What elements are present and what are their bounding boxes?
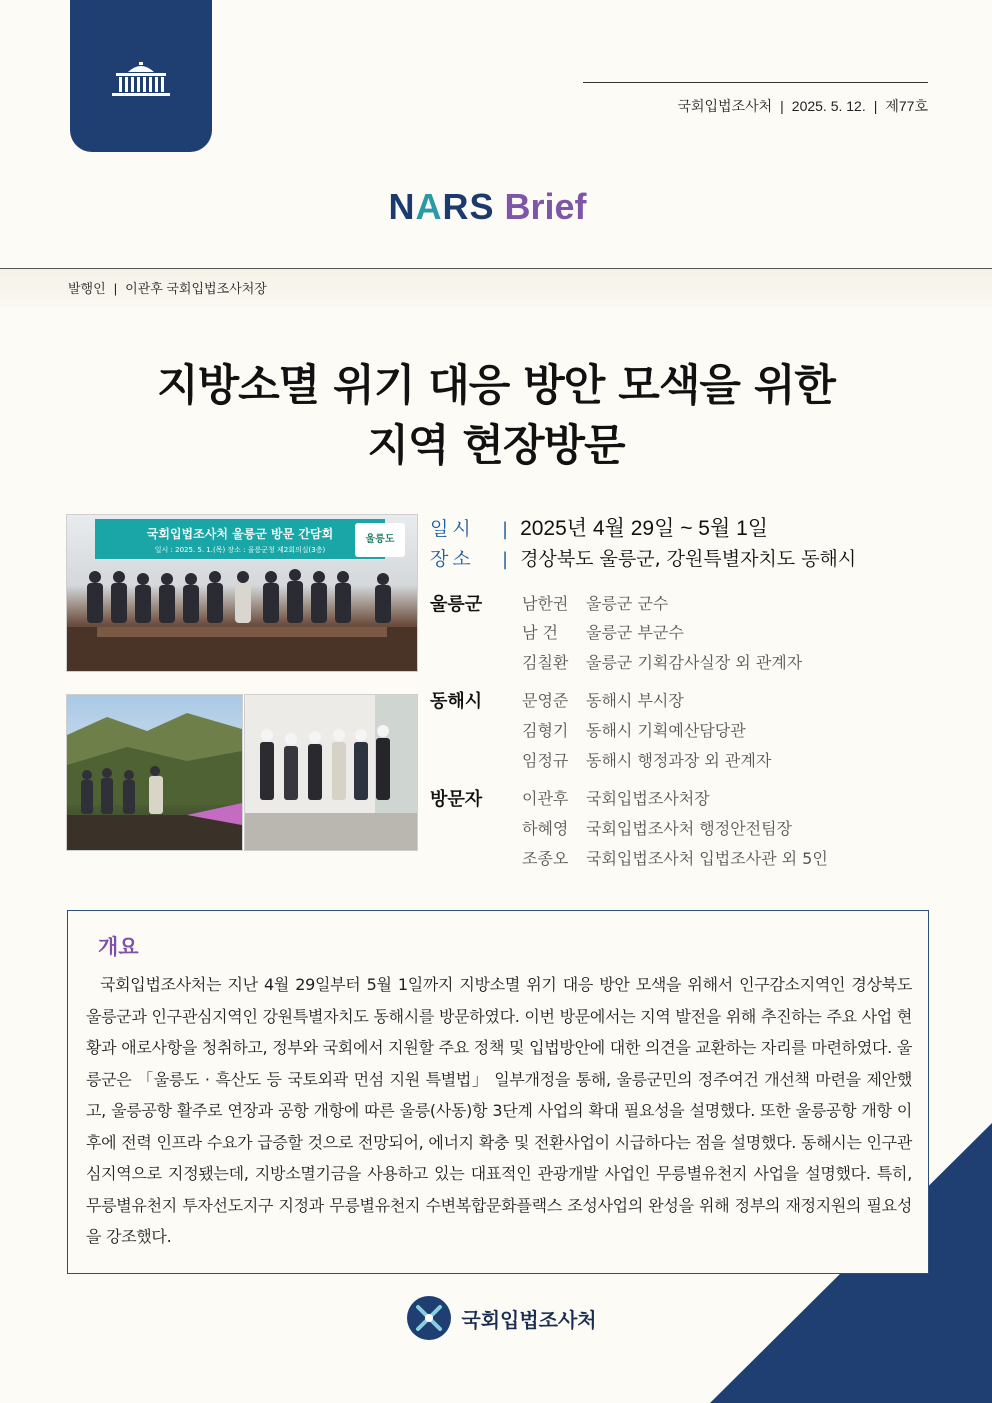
member-row: 김칠환 울릉군 기획감사실장 외 관계자 — [522, 653, 803, 672]
date-row — [430, 512, 950, 542]
header-org: 국회입법조사처 — [677, 98, 773, 114]
meeting-group-photo — [66, 514, 418, 672]
group-ulleung — [430, 590, 950, 680]
summary-box — [67, 910, 929, 1274]
group-donghae — [430, 687, 950, 777]
place-bar: | — [502, 549, 509, 570]
publisher-name: 이관후 국회입법조사처장 — [125, 281, 267, 296]
member-row: 하혜영 국회입법조사처 행정안전팀장 — [522, 819, 793, 838]
place-value: 경상북도 울릉군, 강원특별자치도 동해시 — [520, 548, 857, 570]
schedule-info — [430, 512, 950, 571]
mountain-scene — [67, 695, 242, 850]
date-value: 2025년 4월 29일 ~ 5월 1일 — [520, 517, 769, 540]
summary-body: 국회입법조사처는 지난 4월 29일부터 5월 1일까지 지방소멸 위기 대응 방안 모색을 위해서 인구감소지역인 경상북도 울릉군과 인구관심지역인 강원특별자치도 동해시를 방문하였다. 이번 방문에서는 지역 발전을 위해 추진하는 주요 사업 현황과 애로사항을 청취하고, 정부와 국회에서 지원할 주요 정책 및 입법방안에 대한 의견을 교환하는 자리를 마련하였다. 울릉군은 「울릉도 · 흑산도 등 국토외곽 먼섬 지원 특별법」 일부개정을 통해, 울릉군민의 정주여건 개선책 마련을 제안했고, 울릉공항 활주로 연장과 공항 개항에 따른 울릉(사동)항 3단계 사업의 확대 필요성을 설명했다. 또한 울릉공항 개항 이후에 전력 인프라 수요가 급증할 것으로 전망되어, 에너지 확충 및 전환사업이 시급하다는 점을 설명했다. 동해시는 인구관심지역으로 지정됐는데, 지방소멸기금을 사용하고 있는 대표적인 관광개발 사업인 무릉별유천지 사업을 설명했다. 특히, 무릉별유천지 투자선도지구 지정과 무릉별유천지 수변복합문화플랙스 조성사업의 완성을 위해 정부의 재정지원의 필요성을 강조했다. — [86, 975, 912, 1246]
member-row: 남한권 울릉군 군수 — [522, 594, 669, 613]
nars-wordmark: NARS — [388, 186, 495, 227]
group-visitors — [430, 785, 950, 875]
publisher-label: 발행인 — [68, 281, 106, 296]
nars-brief-logo — [375, 178, 600, 236]
helmet-group-scene — [245, 695, 417, 850]
header-date: 2025. 5. 12. — [791, 98, 866, 114]
member-row: 조종오 국회입법조사처 입법조사관 외 5인 — [522, 849, 828, 868]
helmet-group-photo — [244, 694, 418, 851]
group-name: 방문자 — [430, 789, 483, 810]
member-row: 이관후 국회입법조사처장 — [522, 789, 710, 808]
place-label: 장소 — [430, 548, 475, 570]
group-name: 울릉군 — [430, 594, 483, 615]
page-title — [0, 356, 992, 476]
issue-meta — [677, 96, 928, 116]
brief-wordmark: Brief — [504, 186, 587, 227]
member-row: 임정규 동해시 행정과장 외 관계자 — [522, 751, 772, 770]
footer-org: 국회입법조사처 — [461, 1307, 597, 1332]
title-line-1: 지방소멸 위기 대응 방안 모색을 위한 — [157, 361, 835, 411]
people-silhouettes — [67, 515, 417, 671]
date-bar: | — [502, 519, 509, 540]
assembly-logo-tab — [70, 0, 212, 152]
footer-logo — [390, 1290, 614, 1346]
nars-emblem-icon — [407, 1296, 451, 1340]
title-line-2: 지역 현장방문 — [367, 421, 625, 471]
group-name: 동해시 — [430, 691, 483, 712]
header-sep: | — [780, 98, 784, 114]
place-row — [430, 544, 950, 571]
landscape-visit-photo — [66, 694, 243, 851]
emblem-mark — [414, 1303, 444, 1333]
header-sep: | — [873, 98, 878, 114]
publisher-line — [68, 278, 267, 297]
banner-subtitle: 일시 : 2025. 5. 1.(목) 장소 : 울릉군청 제2회의실(3층) — [154, 546, 326, 554]
banner-title: 국회입법조사처 울릉군 방문 간담회 — [146, 527, 334, 541]
assembly-building-icon — [106, 62, 176, 98]
member-row: 문영준 동해시 부시장 — [522, 691, 684, 710]
date-label: 일시 — [430, 518, 475, 540]
header-issue: 제77호 — [885, 98, 928, 114]
ulleungdo-sign: 울릉도 — [355, 523, 405, 557]
member-row: 남 건 울릉군 부군수 — [522, 623, 684, 642]
publisher-sep: | — [113, 281, 118, 296]
summary-heading: 개요 — [98, 935, 139, 959]
header-rule — [583, 82, 928, 83]
member-row: 김형기 동해시 기획예산담당관 — [522, 721, 746, 740]
